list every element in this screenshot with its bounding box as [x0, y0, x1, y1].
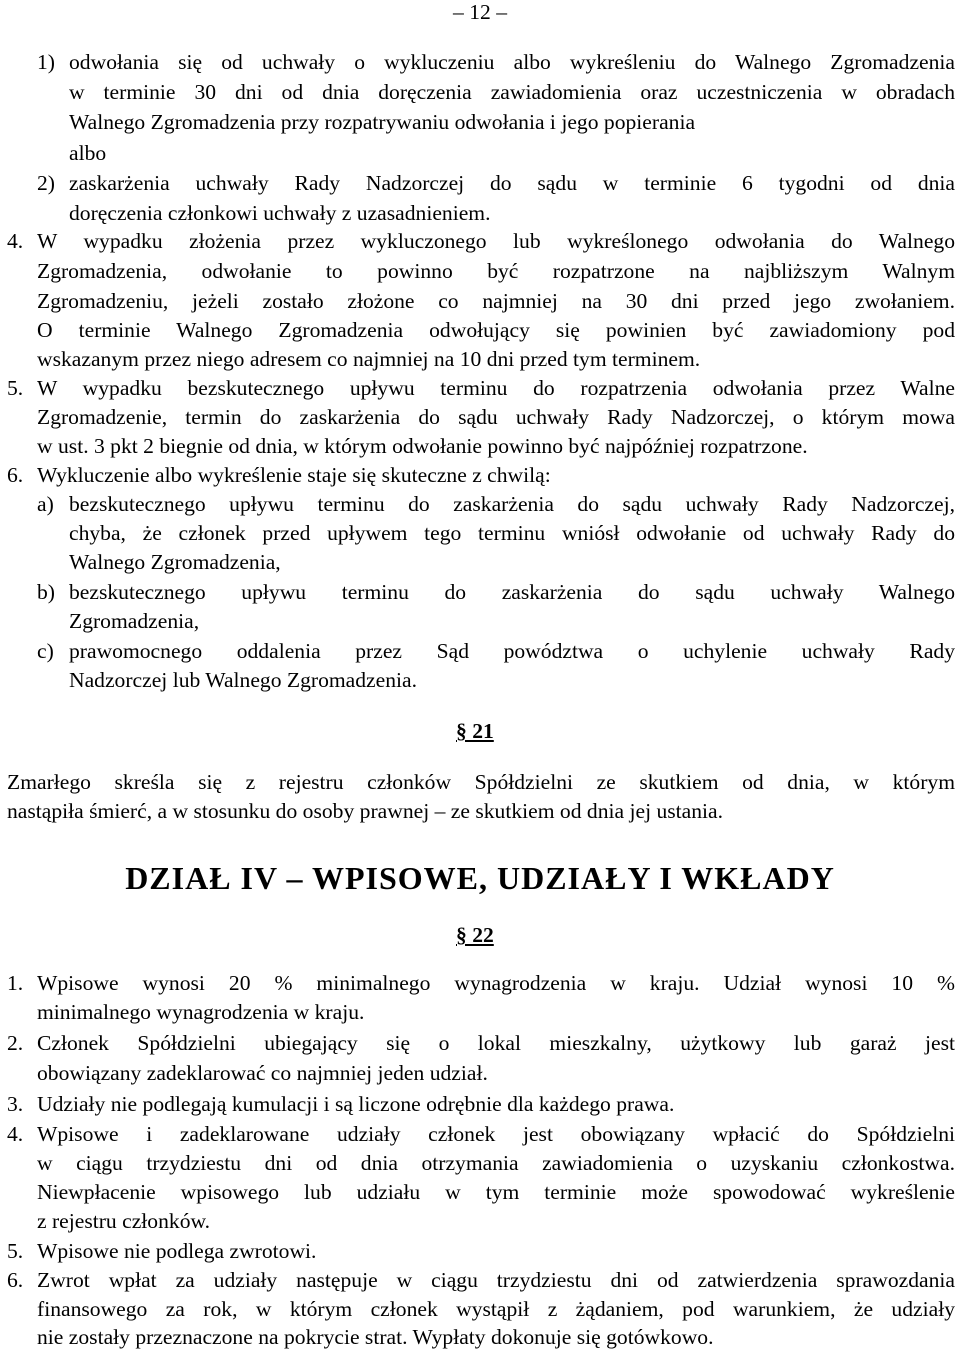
text-line: wskazanym przez niego adresem co najmniej na 10 dni przed tym terminem.	[37, 347, 701, 371]
list-item-letter: c)	[37, 639, 54, 663]
text-line: Zgromadzenia, odwołanie to powinno być rozpatrzone na najbliższym Walnym	[37, 259, 955, 283]
text-line: nie zostały przeznaczone na pokrycie strat. Wypłaty dokonuje się gotówkowo.	[37, 1325, 714, 1349]
text-line: Zgromadzenia,	[69, 609, 200, 633]
text-line: O terminie Walnego Zgromadzenia odwołujący się powinien być zawiadomiony pod	[37, 318, 955, 342]
text-line: bezskutecznego upływu terminu do zaskarżenia do sądu uchwały Walnego	[69, 580, 955, 604]
text-line: W wypadku bezskutecznego upływu terminu do rozpatrzenia odwołania przez Walne	[37, 376, 955, 400]
text-line: odwołania się od uchwały o wykluczeniu albo wykreśleniu do Walnego Zgromadzenia	[69, 50, 955, 74]
section-sign-21: § 21	[456, 719, 494, 743]
text-line: Zmarłego skreśla się z rejestru członków Spółdzielni ze skutkiem od dnia, w którym	[7, 770, 955, 794]
text-line: w ciągu trzydziestu dni od dnia otrzymania zawiadomienia o uzyskaniu członkostwa.	[37, 1151, 955, 1175]
text-line: bezskutecznego upływu terminu do zaskarżenia do sądu uchwały Rady Nadzorczej,	[69, 492, 955, 516]
paragraph-number: 5.	[7, 1239, 24, 1263]
chapter-heading: DZIAŁ IV – WPISOWE, UDZIAŁY I WKŁADY	[125, 860, 835, 896]
list-item-number: 1)	[37, 50, 55, 74]
paragraph-number: 3.	[7, 1092, 24, 1116]
paragraph-number: 6.	[7, 1268, 24, 1292]
text-line: z rejestru członków.	[37, 1209, 211, 1233]
text-line: Wpisowe i zadeklarowane udziały członek jest obowiązany wpłacić do Spółdzielni	[37, 1122, 955, 1146]
page-number: – 12 –	[453, 0, 507, 24]
text-line: Zgromadzeniu, jeżeli zostało złożone co najmniej na 30 dni przed jego zwołaniem.	[37, 289, 955, 313]
paragraph-number: 1.	[7, 971, 24, 995]
text-line: Wpisowe nie podlega zwrotowi.	[37, 1239, 317, 1263]
text-line: zaskarżenia uchwały Rady Nadzorczej do sądu w terminie 6 tygodni od dnia	[69, 171, 955, 195]
list-item-letter: b)	[37, 580, 55, 604]
text-line: Wpisowe wynosi 20 % minimalnego wynagrodzenia w kraju. Udział wynosi 10 %	[37, 971, 955, 995]
text-line: Niewpłacenie wpisowego lub udziału w tym terminie może spowodować wykreślenie	[37, 1180, 955, 1204]
text-line: minimalnego wynagrodzenia w kraju.	[37, 1000, 365, 1024]
text-line: obowiązany zadeklarować co najmniej jeden udział.	[37, 1061, 488, 1085]
text-line: Członek Spółdzielni ubiegający się o lokal mieszkalny, użytkowy lub garaż jest	[37, 1031, 955, 1055]
list-item-number: 2)	[37, 171, 55, 195]
section-sign-22: § 22	[456, 923, 494, 947]
paragraph-number: 2.	[7, 1031, 24, 1055]
paragraph-number: 5.	[7, 376, 24, 400]
text-line: nastąpiła śmierć, a w stosunku do osoby prawnej – ze skutkiem od dnia jej ustania.	[7, 799, 724, 823]
text-line: Zgromadzenie, termin do zaskarżenia do sądu uchwały Rady Nadzorczej, o którym mowa	[37, 405, 955, 429]
list-item-letter: a)	[37, 492, 54, 516]
text-line: finansowego za rok, w którym członek wystąpił z żądaniem, pod warunkiem, że udziały	[37, 1297, 955, 1321]
text-line: prawomocnego oddalenia przez Sąd powództwa o uchylenie uchwały Rady	[69, 639, 955, 663]
paragraph-number: 6.	[7, 463, 24, 487]
text-line: Nadzorczej lub Walnego Zgromadzenia.	[69, 668, 418, 692]
text-line: chyba, że członek przed upływem tego terminu wniósł odwołanie od uchwały Rady do	[69, 521, 955, 545]
text-line: Wykluczenie albo wykreślenie staje się skuteczne z chwilą:	[37, 463, 551, 487]
text-line: w terminie 30 dni od dnia doręczenia zawiadomienia oraz uczestniczenia w obradach	[69, 80, 955, 104]
text-line: Zwrot wpłat za udziały następuje w ciągu trzydziestu dni od zatwierdzenia sprawozdania	[37, 1268, 955, 1292]
paragraph-number: 4.	[7, 1122, 24, 1146]
text-line: doręczenia członkowi uchwały z uzasadnieniem.	[69, 201, 491, 225]
paragraph-number: 4.	[7, 229, 24, 253]
text-line: Walnego Zgromadzenia,	[69, 550, 281, 574]
text-line: w ust. 3 pkt 2 biegnie od dnia, w którym odwołanie powinno być najpóźniej rozpatrzone.	[37, 434, 808, 458]
text-line: W wypadku złożenia przez wykluczonego lub wykreślonego odwołania do Walnego	[37, 229, 955, 253]
text-line: Udziały nie podlegają kumulacji i są liczone odrębnie dla każdego prawa.	[37, 1092, 675, 1116]
text-line: albo	[69, 141, 107, 165]
text-line: Walnego Zgromadzenia przy rozpatrywaniu odwołania i jego popierania	[69, 110, 696, 134]
